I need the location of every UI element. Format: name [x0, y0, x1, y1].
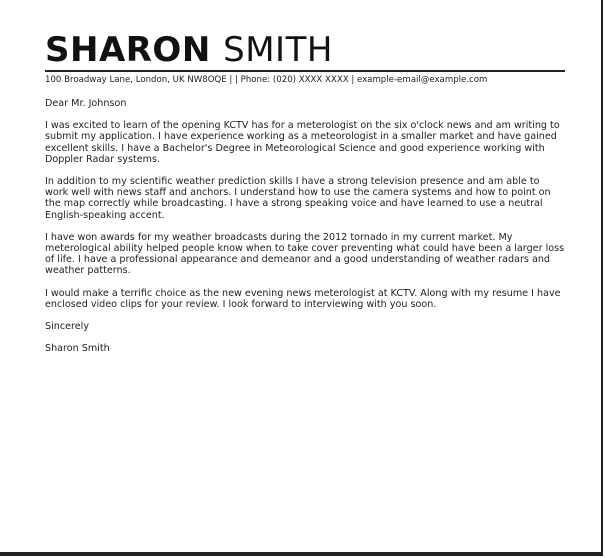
paragraph-1: I was excited to learn of the opening KCTV has for a meterologist on the six o'clock news and am writing to submit my application. I have experience working as a meteorologist in a smaller market and have gained excellent skills. I have a Bachelor's Degree in Meteorological Science and good experience working with Doppler Radar systems. [45, 120, 560, 165]
first-name: SHARON [45, 30, 211, 70]
contact-info: 100 Broadway Lane, London, UK NW8OQE | | Phone: (020) XXXX XXXX | example-email@example.com [45, 70, 565, 87]
applicant-name [45, 31, 565, 69]
cover-letter [45, 31, 565, 354]
letter-body [45, 98, 565, 354]
signature-name: Sharon Smith [45, 343, 110, 355]
paragraph-4: I would make a terrific choice as the new evening news meterologist at KCTV. Along with my resume I have enclosed video clips for your review. I look forward to interviewing with you soon. [45, 287, 561, 310]
paragraph-3: I have won awards for my weather broadcasts during the 2012 tornado in my current market. My meterological ability helped people know when to take cover preventing what could have been a larger loss of life. I have a professional appearance and demeanor and a good understanding of weather radars and weather patterns. [45, 231, 565, 277]
paragraph-2: In addition to my scientific weather prediction skills I have a strong television presence and am able to work well with news staff and anchors. I understand how to use the camera systems and how to point on the map correctly while broadcasting. I have a strong speaking voice and have learned to use a neutral English-speaking accent. [45, 176, 551, 221]
closing: Sincerely [45, 321, 89, 333]
last-name: SMITH [223, 30, 333, 70]
salutation: Dear Mr. Johnson [45, 98, 127, 109]
